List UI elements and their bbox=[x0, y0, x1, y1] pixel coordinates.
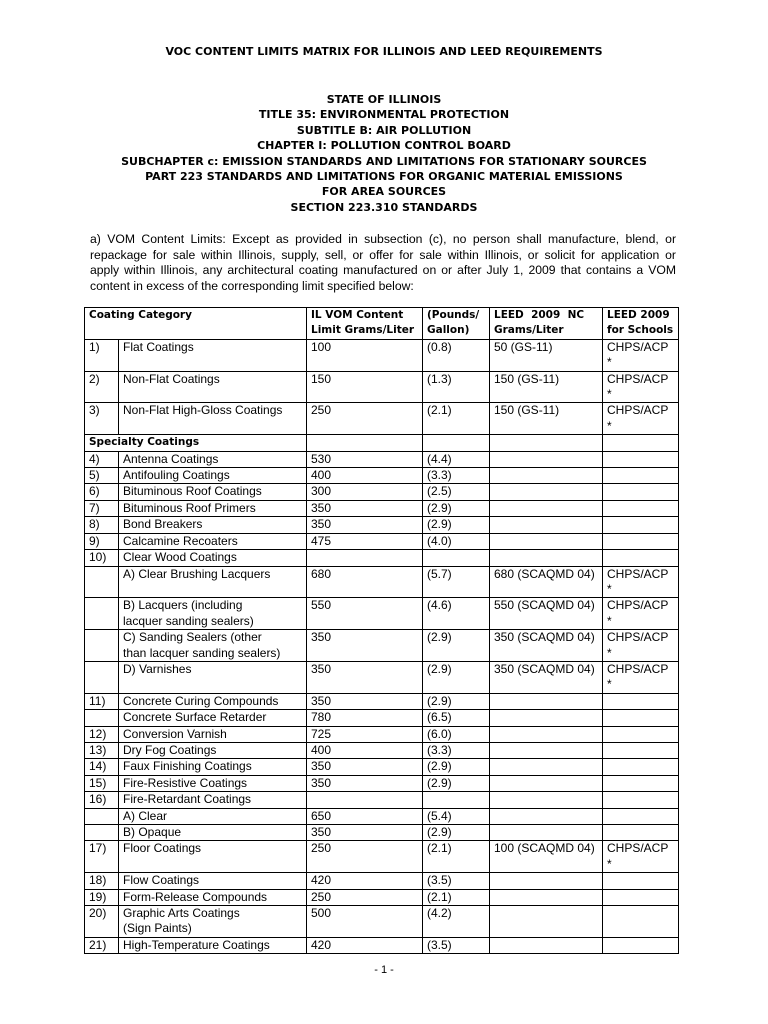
leed-nc-cell bbox=[490, 742, 603, 758]
table-row bbox=[85, 742, 679, 758]
table-row bbox=[85, 468, 679, 484]
heading-line: TITLE 35: ENVIRONMENTAL PROTECTION bbox=[258, 108, 510, 122]
il-vom-cell: 725 bbox=[307, 726, 423, 742]
header-leed-nc: LEED 2009 NC Grams/Liter bbox=[490, 308, 603, 340]
row-number: 5) bbox=[85, 468, 119, 484]
leed-nc-cell: 550 (SCAQMD 04) bbox=[490, 598, 603, 630]
leed-nc-cell: 150 (GS-11) bbox=[490, 403, 603, 435]
table-row bbox=[85, 403, 679, 435]
table-row bbox=[85, 825, 679, 841]
il-vom-cell: 420 bbox=[307, 937, 423, 953]
row-number bbox=[85, 598, 119, 630]
intro-paragraph bbox=[90, 232, 676, 294]
pounds-cell: (0.8) bbox=[423, 339, 490, 371]
row-number: 10) bbox=[85, 550, 119, 566]
table-row bbox=[85, 598, 679, 630]
leed-nc-cell bbox=[490, 937, 603, 953]
coating-name: Calcamine Recoaters bbox=[119, 533, 307, 549]
leed-schools-cell: CHPS/ACP * bbox=[603, 339, 679, 371]
leed-nc-cell bbox=[490, 550, 603, 566]
pounds-cell: (2.1) bbox=[423, 841, 490, 873]
pounds-cell: (3.5) bbox=[423, 937, 490, 953]
pounds-cell bbox=[423, 435, 490, 451]
coating-name: Non-Flat High-Gloss Coatings bbox=[119, 403, 307, 435]
il-vom-cell: 400 bbox=[307, 742, 423, 758]
row-number: 20) bbox=[85, 906, 119, 938]
document-title: VOC CONTENT LIMITS MATRIX FOR ILLINOIS AND LEED REQUIREMENTS bbox=[165, 45, 603, 58]
row-number: 21) bbox=[85, 937, 119, 953]
row-number: 16) bbox=[85, 792, 119, 808]
row-number: 18) bbox=[85, 873, 119, 889]
leed-nc-cell bbox=[490, 775, 603, 791]
specialty-coatings-label: Specialty Coatings bbox=[85, 435, 307, 451]
coating-name: B) Opaque bbox=[119, 825, 307, 841]
pounds-cell: (4.4) bbox=[423, 451, 490, 467]
coating-name: Antenna Coatings bbox=[119, 451, 307, 467]
leed-nc-cell bbox=[490, 808, 603, 824]
coating-name: Concrete Surface Retarder bbox=[119, 710, 307, 726]
leed-schools-cell bbox=[603, 710, 679, 726]
leed-schools-cell: CHPS/ACP * bbox=[603, 403, 679, 435]
leed-schools-cell bbox=[603, 825, 679, 841]
il-vom-cell: 350 bbox=[307, 500, 423, 516]
coating-name: Conversion Varnish bbox=[119, 726, 307, 742]
il-vom-cell: 680 bbox=[307, 566, 423, 598]
il-vom-cell: 420 bbox=[307, 873, 423, 889]
il-vom-cell: 350 bbox=[307, 693, 423, 709]
leed-schools-cell bbox=[603, 906, 679, 938]
row-number: 12) bbox=[85, 726, 119, 742]
coating-name: Faux Finishing Coatings bbox=[119, 759, 307, 775]
coating-name: A) Clear bbox=[119, 808, 307, 824]
pounds-cell: (3.3) bbox=[423, 468, 490, 484]
header-pounds: (Pounds/ Gallon) bbox=[423, 308, 490, 340]
row-number bbox=[85, 630, 119, 662]
coating-name: Floor Coatings bbox=[119, 841, 307, 873]
row-number: 8) bbox=[85, 517, 119, 533]
table-row bbox=[85, 630, 679, 662]
il-vom-cell: 350 bbox=[307, 661, 423, 693]
il-vom-cell: 530 bbox=[307, 451, 423, 467]
table-row bbox=[85, 693, 679, 709]
coating-name: Fire-Resistive Coatings bbox=[119, 775, 307, 791]
heading-line: SUBCHAPTER c: EMISSION STANDARDS AND LIMITATIONS FOR STATIONARY SOURCES bbox=[121, 154, 647, 168]
coating-name: Non-Flat Coatings bbox=[119, 371, 307, 403]
leed-nc-cell bbox=[490, 500, 603, 516]
coating-name: D) Varnishes bbox=[119, 661, 307, 693]
table-row bbox=[85, 889, 679, 905]
il-vom-cell: 350 bbox=[307, 517, 423, 533]
heading-line: FOR AREA SOURCES bbox=[321, 185, 447, 199]
heading-line: STATE OF ILLINOIS bbox=[326, 93, 442, 106]
table-row bbox=[85, 710, 679, 726]
heading-line: SECTION 223.310 STANDARDS bbox=[290, 200, 478, 214]
table-row bbox=[85, 566, 679, 598]
pounds-cell: (2.1) bbox=[423, 889, 490, 905]
row-number: 6) bbox=[85, 484, 119, 500]
leed-schools-cell bbox=[603, 937, 679, 953]
leed-nc-cell bbox=[490, 759, 603, 775]
pounds-cell: (5.7) bbox=[423, 566, 490, 598]
coating-name: Bond Breakers bbox=[119, 517, 307, 533]
pounds-cell bbox=[423, 792, 490, 808]
pounds-cell: (4.2) bbox=[423, 906, 490, 938]
coating-name: High-Temperature Coatings bbox=[119, 937, 307, 953]
leed-schools-cell bbox=[603, 775, 679, 791]
il-vom-cell: 780 bbox=[307, 710, 423, 726]
row-number bbox=[85, 710, 119, 726]
leed-schools-cell: CHPS/ACP * bbox=[603, 598, 679, 630]
coating-name: Clear Wood Coatings bbox=[119, 550, 307, 566]
leed-nc-cell: 350 (SCAQMD 04) bbox=[490, 630, 603, 662]
il-vom-cell: 475 bbox=[307, 533, 423, 549]
pounds-cell: (2.5) bbox=[423, 484, 490, 500]
row-number: 11) bbox=[85, 693, 119, 709]
leed-schools-cell bbox=[603, 759, 679, 775]
pounds-cell: (6.5) bbox=[423, 710, 490, 726]
leed-schools-cell: CHPS/ACP * bbox=[603, 661, 679, 693]
intro-line: apply within Illinois, any architectural coating manufactured on or after July 1, 2009 that contains a VOM bbox=[90, 263, 676, 277]
pounds-cell: (2.1) bbox=[423, 403, 490, 435]
leed-schools-cell bbox=[603, 500, 679, 516]
leed-schools-cell bbox=[603, 742, 679, 758]
row-number bbox=[85, 661, 119, 693]
pounds-cell: (6.0) bbox=[423, 726, 490, 742]
il-vom-cell: 300 bbox=[307, 484, 423, 500]
il-vom-cell: 500 bbox=[307, 906, 423, 938]
pounds-cell: (3.3) bbox=[423, 742, 490, 758]
header-category: Coating Category bbox=[85, 308, 307, 340]
coating-name: Flow Coatings bbox=[119, 873, 307, 889]
heading-line: SUBTITLE B: AIR POLLUTION bbox=[296, 123, 472, 137]
il-vom-cell: 250 bbox=[307, 841, 423, 873]
heading-line: PART 223 STANDARDS AND LIMITATIONS FOR ORGANIC MATERIAL EMISSIONS bbox=[145, 169, 623, 183]
coating-name: Form-Release Compounds bbox=[119, 889, 307, 905]
pounds-cell: (4.6) bbox=[423, 598, 490, 630]
leed-nc-cell bbox=[490, 484, 603, 500]
pounds-cell: (4.0) bbox=[423, 533, 490, 549]
leed-nc-cell bbox=[490, 726, 603, 742]
leed-nc-cell bbox=[490, 889, 603, 905]
table-row bbox=[85, 873, 679, 889]
heading-line: CHAPTER I: POLLUTION CONTROL BOARD bbox=[257, 139, 511, 153]
leed-nc-cell bbox=[490, 451, 603, 467]
table-row bbox=[85, 841, 679, 873]
pounds-cell: (3.5) bbox=[423, 873, 490, 889]
leed-schools-cell bbox=[603, 468, 679, 484]
row-number: 17) bbox=[85, 841, 119, 873]
leed-schools-cell bbox=[603, 435, 679, 451]
table-row bbox=[85, 339, 679, 371]
table-row bbox=[85, 726, 679, 742]
leed-schools-cell bbox=[603, 889, 679, 905]
il-vom-cell: 350 bbox=[307, 759, 423, 775]
leed-nc-cell bbox=[490, 825, 603, 841]
leed-schools-cell bbox=[603, 451, 679, 467]
pounds-cell: (1.3) bbox=[423, 371, 490, 403]
table-row bbox=[85, 550, 679, 566]
coating-name: B) Lacquers (including lacquer sanding sealers) bbox=[119, 598, 307, 630]
leed-schools-cell bbox=[603, 533, 679, 549]
leed-schools-cell: CHPS/ACP * bbox=[603, 371, 679, 403]
table-row bbox=[85, 517, 679, 533]
row-number: 9) bbox=[85, 533, 119, 549]
leed-schools-cell bbox=[603, 517, 679, 533]
row-number: 7) bbox=[85, 500, 119, 516]
header-il-vom: IL VOM Content Limit Grams/Liter bbox=[307, 308, 423, 340]
table-row bbox=[85, 792, 679, 808]
table-row bbox=[85, 451, 679, 467]
il-vom-cell: 400 bbox=[307, 468, 423, 484]
row-number: 13) bbox=[85, 742, 119, 758]
il-vom-cell: 350 bbox=[307, 775, 423, 791]
leed-nc-cell bbox=[490, 468, 603, 484]
il-vom-cell: 150 bbox=[307, 371, 423, 403]
intro-line: repackage for sale within Illinois, supply, sell, or offer for sale within Illinois, or solicit for application or bbox=[90, 247, 676, 262]
il-vom-cell bbox=[307, 792, 423, 808]
row-number: 3) bbox=[85, 403, 119, 435]
leed-schools-cell bbox=[603, 792, 679, 808]
row-number: 4) bbox=[85, 451, 119, 467]
intro-line: a) VOM Content Limits: Except as provided in subsection (c), no person shall manufacture, blend, or bbox=[90, 232, 676, 246]
leed-schools-cell bbox=[603, 484, 679, 500]
coating-name: Dry Fog Coatings bbox=[119, 742, 307, 758]
coating-name: Concrete Curing Compounds bbox=[119, 693, 307, 709]
pounds-cell bbox=[423, 550, 490, 566]
coating-name: Bituminous Roof Coatings bbox=[119, 484, 307, 500]
table-row bbox=[85, 775, 679, 791]
leed-nc-cell: 350 (SCAQMD 04) bbox=[490, 661, 603, 693]
page-number: - 1 - bbox=[374, 964, 394, 976]
leed-nc-cell bbox=[490, 517, 603, 533]
pounds-cell: (2.9) bbox=[423, 759, 490, 775]
leed-nc-cell: 680 (SCAQMD 04) bbox=[490, 566, 603, 598]
leed-nc-cell bbox=[490, 710, 603, 726]
il-vom-cell: 250 bbox=[307, 889, 423, 905]
table-row bbox=[85, 371, 679, 403]
table-row bbox=[85, 759, 679, 775]
leed-schools-cell bbox=[603, 550, 679, 566]
header-leed-schools: LEED 2009 for Schools bbox=[603, 308, 679, 340]
pounds-cell: (5.4) bbox=[423, 808, 490, 824]
pounds-cell: (2.9) bbox=[423, 500, 490, 516]
table-row bbox=[85, 533, 679, 549]
leed-schools-cell bbox=[603, 873, 679, 889]
coating-name: Bituminous Roof Primers bbox=[119, 500, 307, 516]
pounds-cell: (2.9) bbox=[423, 517, 490, 533]
row-number bbox=[85, 808, 119, 824]
il-vom-cell: 100 bbox=[307, 339, 423, 371]
regulation-heading bbox=[0, 92, 768, 215]
table-header-row bbox=[85, 308, 679, 340]
row-number: 14) bbox=[85, 759, 119, 775]
leed-schools-cell: CHPS/ACP * bbox=[603, 566, 679, 598]
intro-line: content in excess of the corresponding limit specified below: bbox=[90, 278, 414, 293]
leed-nc-cell: 150 (GS-11) bbox=[490, 371, 603, 403]
leed-nc-cell bbox=[490, 906, 603, 938]
table-row bbox=[85, 937, 679, 953]
leed-schools-cell bbox=[603, 726, 679, 742]
table-row bbox=[85, 906, 679, 938]
leed-nc-cell bbox=[490, 693, 603, 709]
coating-name: Flat Coatings bbox=[119, 339, 307, 371]
il-vom-cell: 250 bbox=[307, 403, 423, 435]
row-number: 19) bbox=[85, 889, 119, 905]
row-number: 1) bbox=[85, 339, 119, 371]
row-number: 15) bbox=[85, 775, 119, 791]
pounds-cell: (2.9) bbox=[423, 661, 490, 693]
leed-nc-cell bbox=[490, 533, 603, 549]
il-vom-cell: 550 bbox=[307, 598, 423, 630]
il-vom-cell: 650 bbox=[307, 808, 423, 824]
il-vom-cell: 350 bbox=[307, 825, 423, 841]
leed-nc-cell bbox=[490, 792, 603, 808]
table-row bbox=[85, 435, 679, 451]
pounds-cell: (2.9) bbox=[423, 825, 490, 841]
leed-nc-cell: 100 (SCAQMD 04) bbox=[490, 841, 603, 873]
leed-schools-cell bbox=[603, 693, 679, 709]
il-vom-cell bbox=[307, 435, 423, 451]
leed-schools-cell: CHPS/ACP * bbox=[603, 630, 679, 662]
coating-name: Graphic Arts Coatings (Sign Paints) bbox=[119, 906, 307, 938]
table-row bbox=[85, 661, 679, 693]
coating-name: Antifouling Coatings bbox=[119, 468, 307, 484]
leed-schools-cell: CHPS/ACP * bbox=[603, 841, 679, 873]
leed-nc-cell bbox=[490, 435, 603, 451]
leed-schools-cell bbox=[603, 808, 679, 824]
pounds-cell: (2.9) bbox=[423, 630, 490, 662]
voc-limits-table bbox=[84, 307, 679, 954]
leed-nc-cell bbox=[490, 873, 603, 889]
pounds-cell: (2.9) bbox=[423, 775, 490, 791]
leed-nc-cell: 50 (GS-11) bbox=[490, 339, 603, 371]
row-number bbox=[85, 566, 119, 598]
pounds-cell: (2.9) bbox=[423, 693, 490, 709]
il-vom-cell bbox=[307, 550, 423, 566]
row-number bbox=[85, 825, 119, 841]
table-row bbox=[85, 484, 679, 500]
il-vom-cell: 350 bbox=[307, 630, 423, 662]
row-number: 2) bbox=[85, 371, 119, 403]
table-row bbox=[85, 808, 679, 824]
coating-name: Fire-Retardant Coatings bbox=[119, 792, 307, 808]
coating-name: C) Sanding Sealers (other than lacquer sanding sealers) bbox=[119, 630, 307, 662]
table-row bbox=[85, 500, 679, 516]
coating-name: A) Clear Brushing Lacquers bbox=[119, 566, 307, 598]
